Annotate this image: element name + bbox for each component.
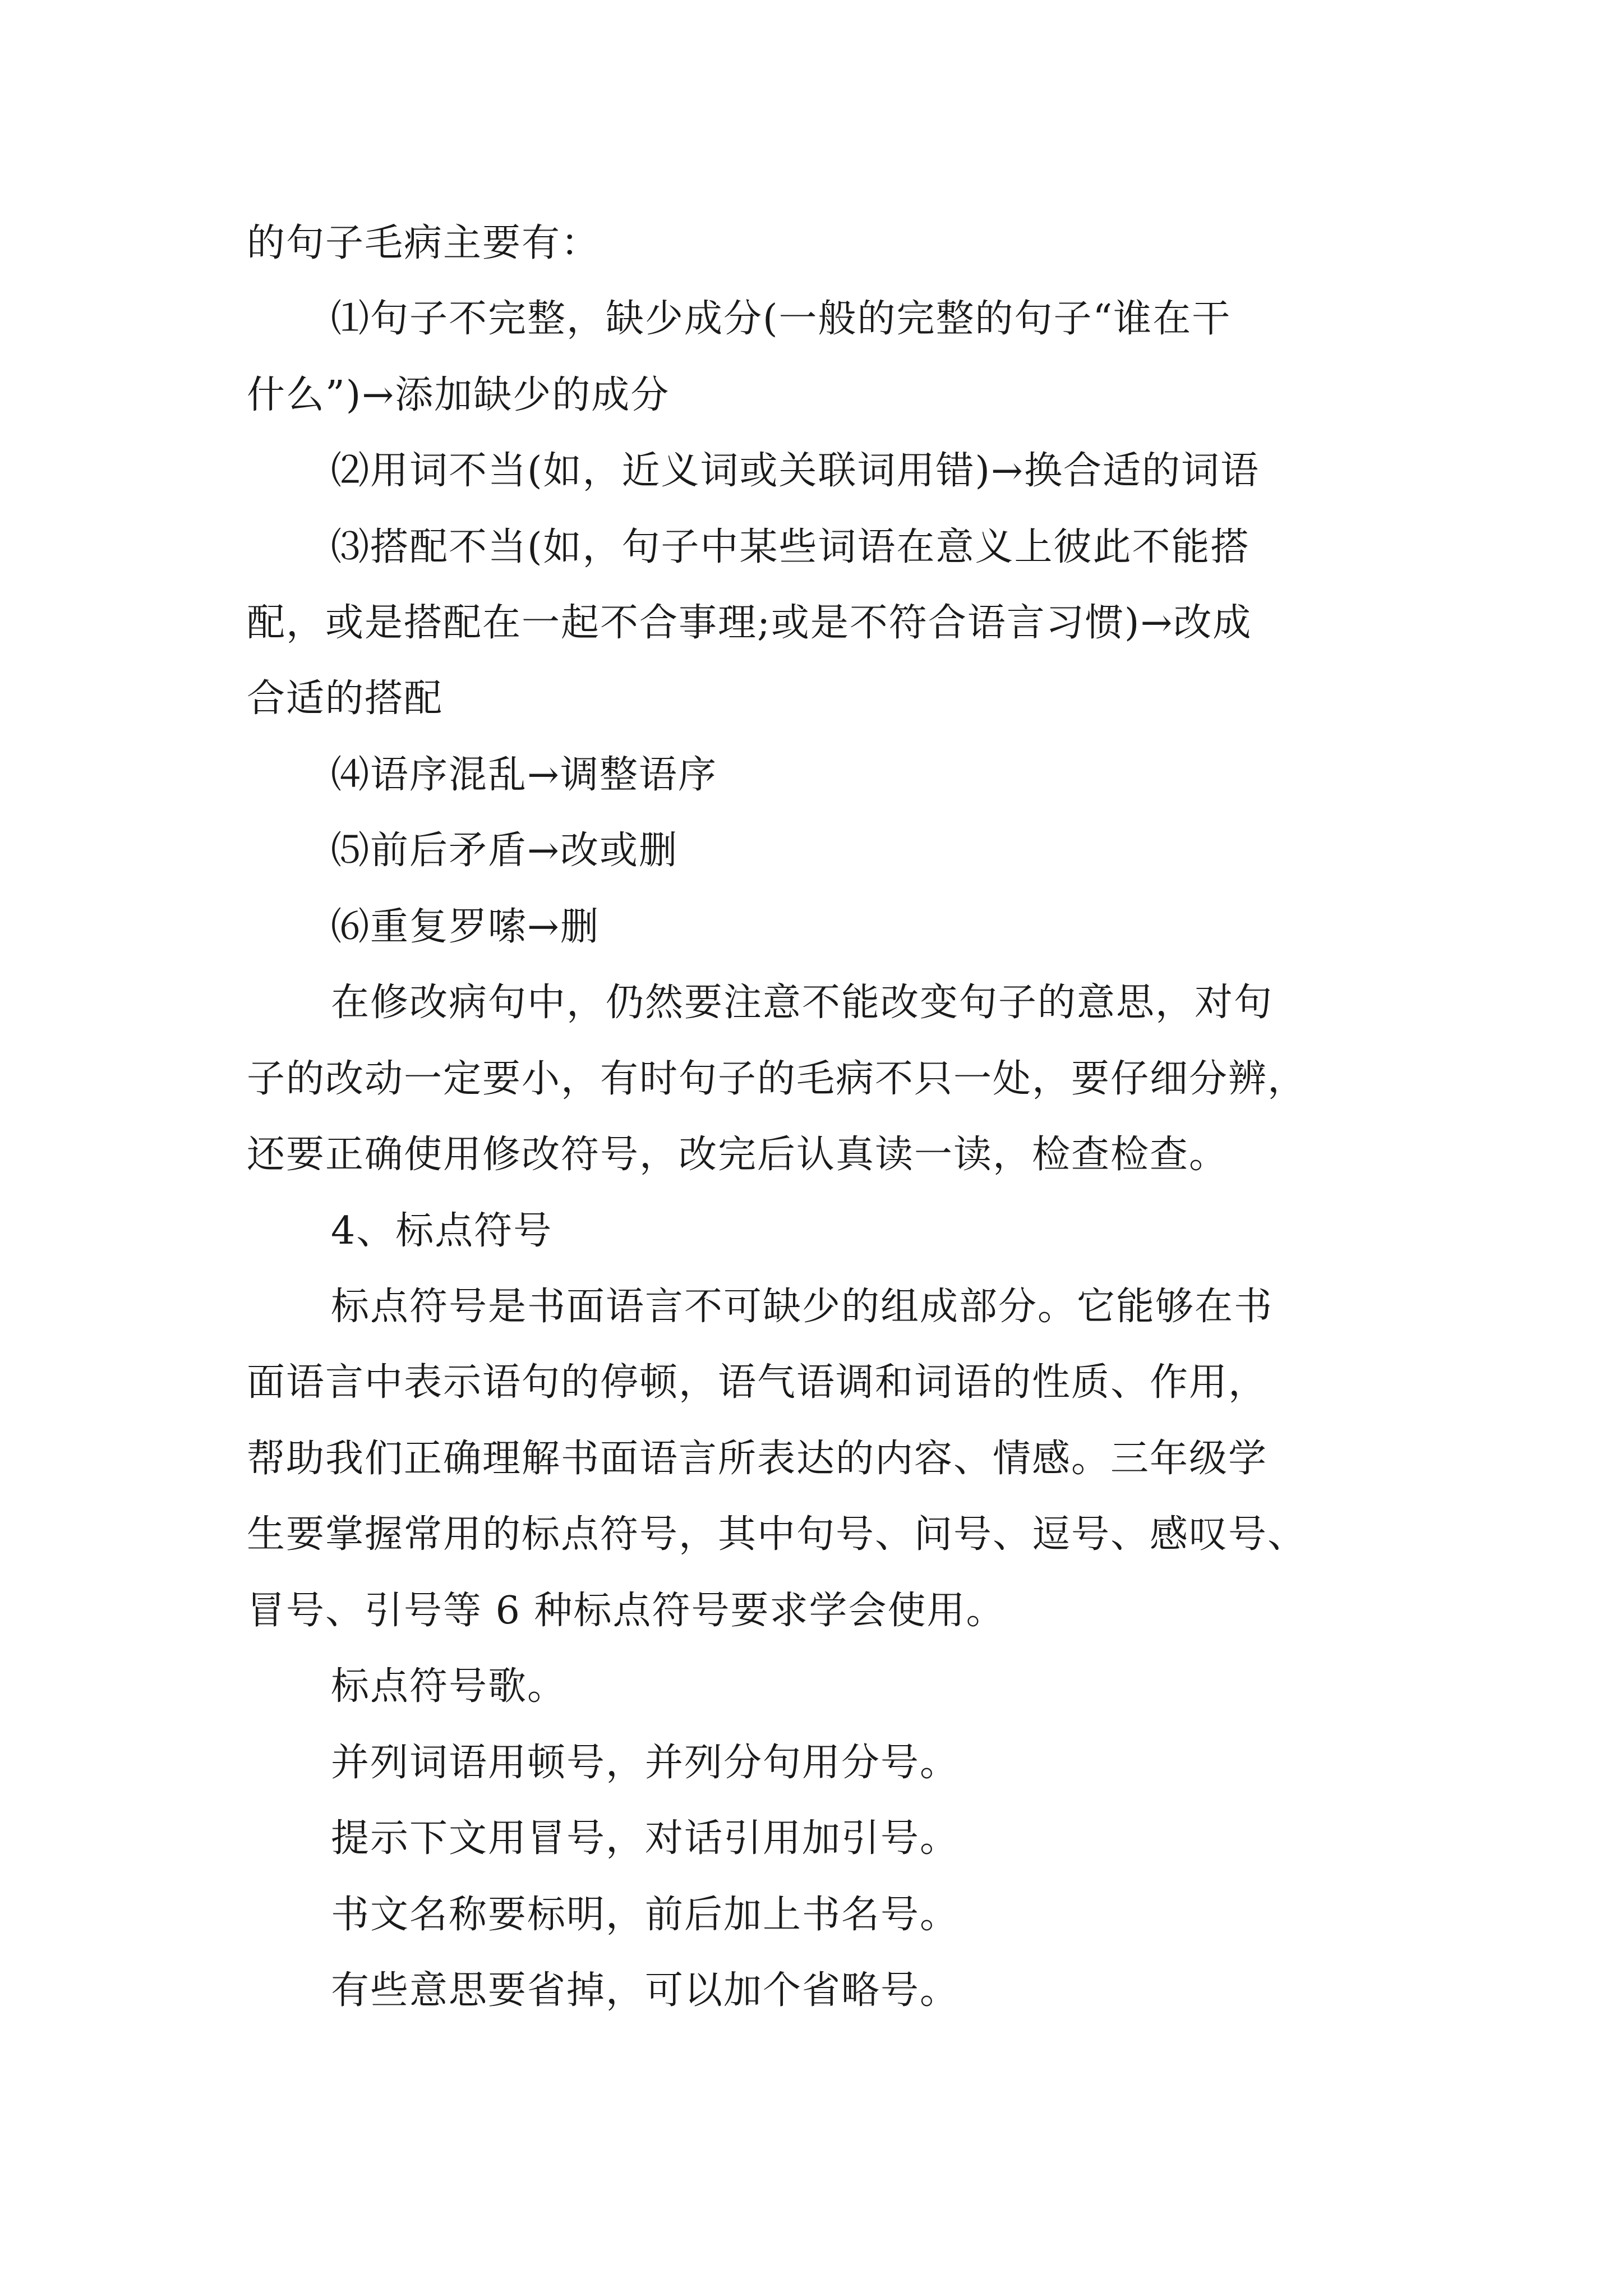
text-line: 书文名称要标明，前后加上书名号。 [331, 1893, 960, 1937]
text-line: 标点符号是书面语言不可缺少的组成部分。它能够在书 [331, 1285, 1274, 1329]
text-line: 在修改病句中，仍然要注意不能改变句子的意思，对句 [331, 981, 1274, 1025]
text-line: 子的改动一定要小，有时句子的毛病不只一处，要仔细分辨， [247, 1057, 1307, 1101]
text-line: ⑵用词不当(如，近义词或关联词用错)→换合适的词语 [331, 449, 1260, 493]
text-line: 有些意思要省掉，可以加个省略号。 [331, 1968, 960, 2013]
text-line: 还要正确使用修改符号，改完后认真读一读，检查检查。 [247, 1133, 1229, 1177]
text-line: 的句子毛病主要有： [247, 221, 601, 265]
text-line: ⑸前后矛盾→改或删 [331, 829, 678, 873]
text-line: 帮助我们正确理解书面语言所表达的内容、情感。三年级学 [247, 1437, 1268, 1481]
text-line: ⑷语序混乱→调整语序 [331, 753, 717, 797]
text-line: 什么”)→添加缺少的成分 [247, 373, 670, 417]
section-heading: 4、标点符号 [331, 1209, 553, 1253]
text-line: 面语言中表示语句的停顿，语气语调和词语的性质、作用， [247, 1360, 1268, 1405]
text-line: 并列词语用顿号，并列分句用分号。 [331, 1741, 960, 1785]
text-line: 标点符号歌。 [331, 1664, 567, 1709]
text-line: 冒号、引号等 6 种标点符号要求学会使用。 [247, 1589, 1006, 1633]
text-line: 合适的搭配 [247, 677, 444, 721]
text-line: 生要掌握常用的标点符号，其中句号、问号、逗号、感叹号、 [247, 1512, 1307, 1557]
text-line: ⑶搭配不当(如，句子中某些词语在意义上彼此不能搭 [331, 525, 1250, 569]
text-line: 配，或是搭配在一起不合事理;或是不符合语言习惯)→改成 [247, 601, 1252, 645]
text-line: ⑹重复罗嗦→删 [331, 905, 600, 949]
text-line: 提示下文用冒号，对话引用加引号。 [331, 1816, 960, 1861]
text-line: ⑴句子不完整，缺少成分(一般的完整的句子“谁在干 [331, 297, 1232, 341]
